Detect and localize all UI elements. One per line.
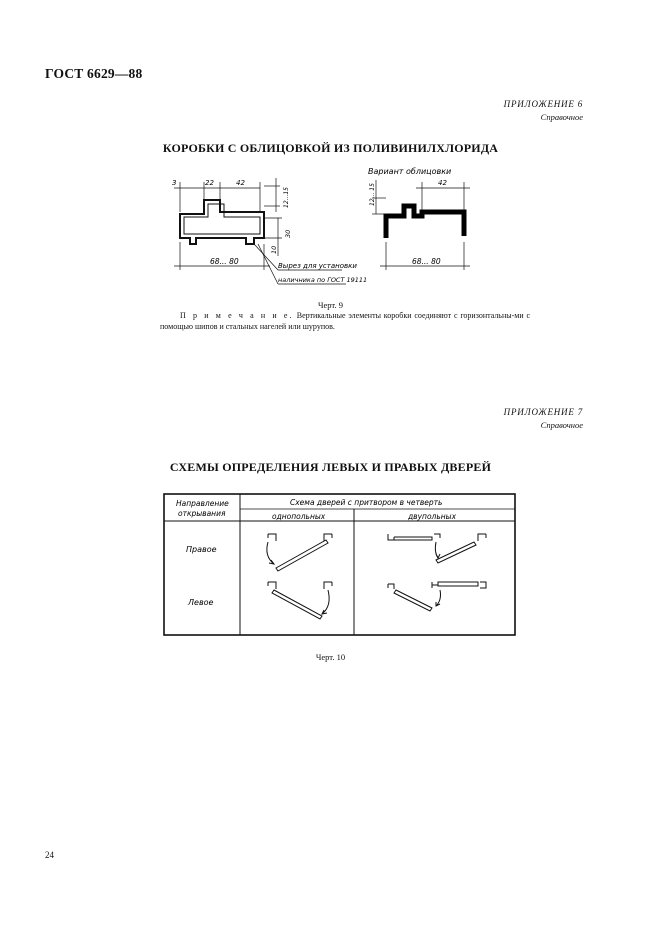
dim-3: 3 (172, 179, 177, 187)
head-direction-line1: Направление (176, 499, 229, 508)
figure-9-drawing (160, 160, 510, 300)
dim-width-right: 68... 80 (412, 257, 441, 266)
figure-10-caption: Черт. 10 (315, 652, 346, 662)
note-label: П р и м е ч а н и е. (180, 311, 294, 320)
dim-42: 42 (236, 179, 245, 187)
scheme-right-single (267, 534, 332, 571)
appendix-6-title: КОРОБКИ С ОБЛИЦОВКОЙ ИЗ ПОЛИВИНИЛХЛОРИДА (162, 141, 499, 155)
figure-9-caption: Черт. 9 (317, 300, 343, 310)
scheme-left-single (268, 582, 332, 619)
appendix-6-heading (504, 98, 583, 124)
scheme-left-double (388, 582, 486, 611)
figure-9-note (160, 310, 530, 332)
appendix-7-type: Справочное (540, 420, 583, 430)
appendix-6-type: Справочное (540, 112, 583, 122)
right-frame-profile (386, 206, 464, 238)
appendix-7-heading (504, 406, 583, 432)
head-double: двупольных (408, 512, 457, 521)
scheme-right-double (388, 534, 486, 563)
dim-width-left: 68... 80 (210, 257, 239, 266)
figure-10-table (160, 490, 520, 640)
dim-10: 10 (270, 245, 278, 254)
appendix-7-title: СХЕМЫ ОПРЕДЕЛЕНИЯ ЛЕВЫХ И ПРАВЫХ ДВЕРЕЙ (169, 460, 492, 474)
dim-12-15-right: 12... 15 (369, 183, 376, 206)
dim-12-15-left: 12...15 (283, 187, 290, 208)
note-text: Вертикальные элементы коробки соединяют с горизонтальны-ми с помощью шипов и стальных нагелей или шурупов. (160, 311, 531, 331)
document-code: ГОСТ 6629—88 (45, 66, 143, 81)
row-left-label: Левое (188, 598, 214, 607)
head-direction-line2: открывания (178, 509, 226, 518)
head-single: однопольных (272, 512, 326, 521)
appendix-6-number: ПРИЛОЖЕНИЕ 6 (503, 99, 583, 109)
appendix-7-number: ПРИЛОЖЕНИЕ 7 (503, 407, 583, 417)
dim-22: 22 (205, 179, 214, 187)
page-number: 24 (45, 850, 54, 860)
variant-label: Вариант облицовки (368, 167, 452, 176)
callout-line-1: Вырез для установки (278, 262, 357, 270)
callout-line-2: наличника по ГОСТ 19111 (278, 276, 368, 284)
dim-30: 30 (284, 229, 292, 238)
head-scheme: Схема дверей с притвором в четверть (290, 498, 443, 507)
left-frame-profile (180, 200, 264, 244)
dim-42-right: 42 (438, 179, 447, 187)
row-right-label: Правое (186, 545, 217, 554)
